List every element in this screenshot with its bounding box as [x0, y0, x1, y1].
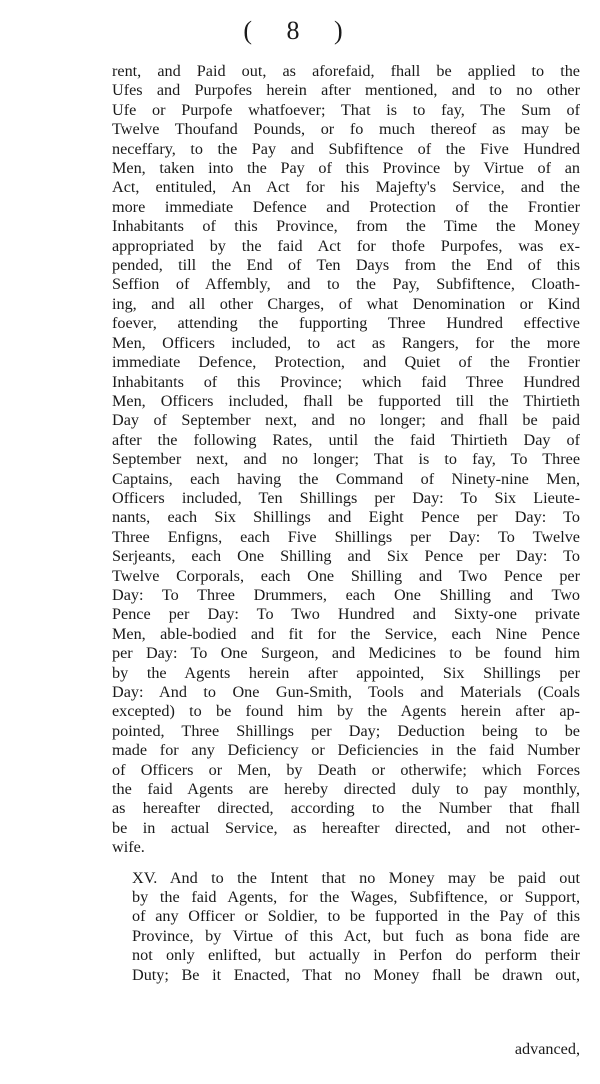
- catchword: advanced,: [514, 1040, 580, 1058]
- text-line: Pence per Day: To Two Hundred and Sixty-one private: [112, 605, 580, 624]
- text-line: Day of September next, and no longer; and fhall be paid: [112, 411, 580, 430]
- text-line: Men, Officers included, fhall be fupported till the Thirtieth: [112, 391, 580, 410]
- text-line: more immediate Defence and Protection of the Frontier: [112, 197, 580, 216]
- text-line: foever, attending the fupporting Three Hundred effective: [112, 314, 580, 333]
- text-line: Twelve Thoufand Pounds, or fo much thereof as may be: [112, 120, 580, 139]
- text-line: the faid Agents are hereby directed duly to pay monthly,: [112, 780, 580, 799]
- text-line: made for any Deficiency or Deficiencies in the faid Number: [112, 741, 580, 760]
- text-line: Inhabitants of this Province, from the Time the Money: [112, 217, 580, 236]
- text-line: by the Agents herein after appointed, Six Shillings per: [112, 663, 580, 682]
- text-line: Seffion of Affembly, and to the Pay, Subfiftence, Cloath-: [112, 275, 580, 294]
- text-line: as hereafter directed, according to the Number that fhall: [112, 799, 580, 818]
- text-line: excepted) to be found him by the Agents herein after ap-: [112, 702, 580, 721]
- text-line: Duty; Be it Enacted, That no Money fhall be drawn out,: [132, 965, 580, 984]
- text-line: pointed, Three Shillings per Day; Deduction being to be: [112, 721, 580, 740]
- text-line: not only enlifted, but actually in Perfon do perform their: [132, 946, 580, 965]
- text-line: Men, taken into the Pay of this Province by Virtue of an: [112, 159, 580, 178]
- text-line: Day: To Three Drummers, each One Shilling and Two: [112, 585, 580, 604]
- text-line: neceffary, to the Pay and Subfiftence of the Five Hundred: [112, 139, 580, 158]
- text-line: Men, Officers included, to act as Rangers, for the more: [112, 333, 580, 352]
- text-line: Ufe or Purpofe whatfoever; That is to fay, The Sum of: [112, 100, 580, 119]
- text-line: of any Officer or Soldier, to be fupported in the Pay of this: [132, 907, 580, 926]
- text-line: ing, and all other Charges, of what Denomination or Kind: [112, 294, 580, 313]
- text-line: XV. And to the Intent that no Money may be paid out: [132, 868, 580, 887]
- text-line: Ufes and Purpofes herein after mentioned, and to no other: [112, 81, 580, 100]
- text-line: Act, entituled, An Act for his Majefty's Service, and the: [112, 178, 580, 197]
- text-line: Captains, each having the Command of Ninety-nine Men,: [112, 469, 580, 488]
- text-line: be in actual Service, as hereafter directed, and not other-: [112, 818, 580, 837]
- text-line: of Officers or Men, by Death or otherwife; which Forces: [112, 760, 580, 779]
- text-line: Men, able-bodied and fit for the Service, each Nine Pence: [112, 624, 580, 643]
- paragraph-continuation: [112, 62, 580, 858]
- text-line: Three Enfigns, each Five Shillings per Day: To Twelve: [112, 527, 580, 546]
- text-line: September next, and no longer; That is to fay, To Three: [112, 450, 580, 469]
- text-line: Province, by Virtue of this Act, but fuch as bona fide are: [132, 926, 580, 945]
- text-line: nants, each Six Shillings and Eight Pence per Day: To: [112, 508, 580, 527]
- text-line: after the following Rates, until the faid Thirtieth Day of: [112, 430, 580, 449]
- body-text: [112, 62, 580, 985]
- text-line: by the faid Agents, for the Wages, Subfiftence, or Support,: [132, 888, 580, 907]
- text-line: Twelve Corporals, each One Shilling and Two Pence per: [112, 566, 580, 585]
- text-line: per Day: To One Surgeon, and Medicines to be found him: [112, 644, 580, 663]
- text-line: Inhabitants of this Province; which faid Three Hundred: [112, 372, 580, 391]
- page-number: ( 8 ): [243, 16, 357, 45]
- text-line: wife.: [112, 838, 145, 857]
- text-line: Officers included, Ten Shillings per Day: To Six Lieute-: [112, 488, 580, 507]
- text-line: pended, till the End of Ten Days from the End of this: [112, 256, 580, 275]
- text-line: rent, and Paid out, as aforefaid, fhall be applied to the: [112, 62, 580, 80]
- text-line: Day: And to One Gun-Smith, Tools and Materials (Coals: [112, 683, 580, 701]
- text-line: appropriated by the faid Act for thofe Purpofes, was ex-: [112, 236, 580, 255]
- text-line: immediate Defence, Protection, and Quiet of the Frontier: [112, 353, 580, 372]
- paragraph-section-xv: [112, 869, 580, 985]
- text-line: Serjeants, each One Shilling and Six Pence per Day: To: [112, 547, 580, 566]
